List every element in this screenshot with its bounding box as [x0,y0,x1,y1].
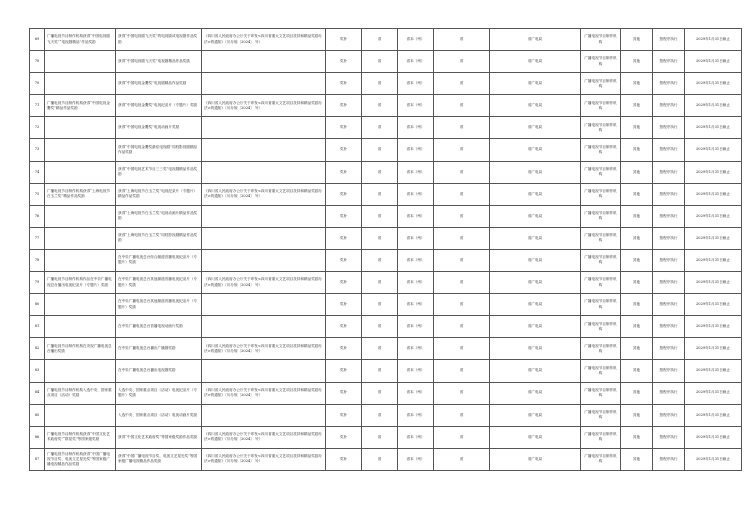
row-number-cell: 75 [30,183,45,205]
department-cell: 省广电局 [490,205,581,227]
region-cell: 省本（州） [398,272,434,294]
table-row [30,117,742,139]
target-object-cell: 广播电视节目制作机构 [581,448,621,470]
deadline-cell: 2029年1月31日截止 [685,139,742,161]
item-name-cell: 广播电视节目制作机构在央视广播电视总台播出奖励 [45,338,116,360]
condition-cell: 获得“中国电视金鹰奖”电视纪录片（专题片）奖励 [116,95,202,117]
policy-basis-cell: 《四川省人民政府办公厅关于印发<四川省重大文艺项目扶持和精品奖励办法>的通知》（川办规〔2024〕 号） [202,29,326,51]
category-cell: 奖补 [326,338,362,360]
other-cell: 其他 [621,161,653,183]
table-row [30,183,742,205]
category-cell: 奖补 [326,360,362,382]
scope-cell: 省 [434,161,490,183]
condition-cell: 获得“中国电视艺术节目三三奖”电视剧精品作品奖励 [116,161,202,183]
method-cell: 按程序执行 [653,117,685,139]
method-cell: 按程序执行 [653,205,685,227]
row-number-cell: 85 [30,404,45,426]
row-number-cell: 79 [30,272,45,294]
deadline-cell: 2029年1月31日截止 [685,294,742,316]
scope-cell: 省 [434,205,490,227]
policy-basis-cell: 《四川省人民政府办公厅关于印发<四川省重大文艺项目扶持和精品奖励办法>的通知》（川办规〔2024〕 号） [202,272,326,294]
deadline-cell: 2029年1月31日截止 [685,29,742,51]
department-cell: 省广电局 [490,227,581,249]
condition-cell: 在中央广播电视总台综合频道首播电视纪录片（专题片）奖励 [116,249,202,271]
level-cell: 省 [362,448,398,470]
row-number-cell: 84 [30,382,45,404]
row-number-cell: 78 [30,249,45,271]
deadline-cell: 2029年1月31日截止 [685,338,742,360]
level-cell: 省 [362,183,398,205]
target-object-cell: 广播电视节目制作机构 [581,426,621,448]
table-row [30,404,742,426]
other-cell: 其他 [621,338,653,360]
item-name-cell [45,404,116,426]
department-cell: 省广电局 [490,139,581,161]
policy-basis-cell [202,117,326,139]
target-object-cell: 广播电视节目制作机构 [581,227,621,249]
method-cell: 按程序执行 [653,382,685,404]
category-cell: 奖补 [326,29,362,51]
item-name-cell [45,161,116,183]
other-cell: 其他 [621,51,653,73]
target-object-cell: 广播电视节目制作机构 [581,95,621,117]
category-cell: 奖补 [326,161,362,183]
region-cell: 省本（州） [398,382,434,404]
department-cell: 省广电局 [490,426,581,448]
deadline-cell: 2029年1月31日截止 [685,205,742,227]
table-row [30,448,742,470]
deadline-cell: 2029年1月31日截止 [685,73,742,95]
level-cell: 省 [362,338,398,360]
level-cell: 省 [362,161,398,183]
other-cell: 其他 [621,316,653,338]
table-row [30,205,742,227]
region-cell: 省本（州） [398,338,434,360]
policy-basis-cell: 《四川省人民政府办公厅关于印发<四川省重大文艺项目扶持和精品奖励办法>的通知》（川办规〔2024〕 号） [202,95,326,117]
scope-cell: 省 [434,338,490,360]
department-cell: 省广电局 [490,161,581,183]
method-cell: 按程序执行 [653,338,685,360]
method-cell: 按程序执行 [653,161,685,183]
table-row [30,249,742,271]
deadline-cell: 2029年1月31日截止 [685,95,742,117]
category-cell: 奖补 [326,183,362,205]
department-cell: 省广电局 [490,294,581,316]
target-object-cell: 广播电视节目制作机构 [581,205,621,227]
region-cell: 省本（州） [398,426,434,448]
deadline-cell: 2029年1月31日截止 [685,272,742,294]
deadline-cell: 2029年1月31日截止 [685,51,742,73]
category-cell: 奖补 [326,426,362,448]
department-cell: 省广电局 [490,117,581,139]
policy-basis-cell [202,294,326,316]
scope-cell: 省 [434,448,490,470]
method-cell: 按程序执行 [653,73,685,95]
row-number-cell: 70 [30,73,45,95]
category-cell: 奖补 [326,448,362,470]
scope-cell: 省 [434,183,490,205]
level-cell: 省 [362,404,398,426]
category-cell: 奖补 [326,316,362,338]
item-name-cell: 广播电视节目制作机构获得“中国电视金鹰奖”精品作品奖励 [45,95,116,117]
item-name-cell [45,139,116,161]
item-name-cell [45,51,116,73]
table-row [30,73,742,95]
target-object-cell: 广播电视节目制作机构 [581,139,621,161]
other-cell: 其他 [621,272,653,294]
item-name-cell: 广播电视节目制作机构获得“中国电视剧飞天奖”“电视剧精品”作品奖励 [45,29,116,51]
row-number-cell: 83 [30,360,45,382]
table-row [30,95,742,117]
item-name-cell: 广播电视节目制作机构获得“中国文化艺术政府奖”“群星奖”等国家级奖励 [45,426,116,448]
policy-basis-cell [202,161,326,183]
deadline-cell: 2029年1月31日截止 [685,404,742,426]
target-object-cell: 广播电视节目制作机构 [581,51,621,73]
region-cell: 省本（州） [398,29,434,51]
method-cell: 按程序执行 [653,404,685,426]
region-cell: 省本（州） [398,249,434,271]
scope-cell: 省 [434,294,490,316]
level-cell: 省 [362,382,398,404]
condition-cell: 入选中央、国家重点项目（活动）电视动画片奖励 [116,404,202,426]
target-object-cell: 广播电视节目制作机构 [581,382,621,404]
department-cell: 省广电局 [490,382,581,404]
condition-cell: 获得“上海电视节白玉兰奖”电视动画片精品作品奖励 [116,205,202,227]
other-cell: 其他 [621,95,653,117]
condition-cell: 获得“中国电视剧飞天奖”电视剧精品作品奖励 [116,51,202,73]
target-object-cell: 广播电视节目制作机构 [581,316,621,338]
other-cell: 其他 [621,139,653,161]
row-number-cell: 86 [30,426,45,448]
region-cell: 省本（州） [398,360,434,382]
scope-cell: 省 [434,227,490,249]
other-cell: 其他 [621,404,653,426]
condition-cell: 获得“中国电视剧飞天奖”的电视剧或电视剧作品奖励 [116,29,202,51]
department-cell: 省广电局 [490,51,581,73]
deadline-cell: 2029年1月31日截止 [685,117,742,139]
row-number-cell: 72 [30,117,45,139]
level-cell: 省 [362,205,398,227]
category-cell: 奖补 [326,73,362,95]
deadline-cell: 2029年1月31日截止 [685,382,742,404]
deadline-cell: 2029年1月31日截止 [685,448,742,470]
department-cell: 省广电局 [490,404,581,426]
target-object-cell: 广播电视节目制作机构 [581,404,621,426]
region-cell: 省本（州） [398,316,434,338]
policy-table [29,28,742,471]
level-cell: 省 [362,272,398,294]
method-cell: 按程序执行 [653,183,685,205]
target-object-cell: 广播电视节目制作机构 [581,338,621,360]
scope-cell: 省 [434,29,490,51]
condition-cell: 在中央广播电视总台播出电视剧奖励 [116,360,202,382]
item-name-cell: 广播电视节目制作机构获得“上海电视节白玉兰奖”精品作品奖励 [45,183,116,205]
target-object-cell: 广播电视节目制作机构 [581,29,621,51]
level-cell: 省 [362,29,398,51]
item-name-cell [45,316,116,338]
category-cell: 奖补 [326,382,362,404]
condition-cell: 获得“中国电视金鹰奖最佳电视剧”同档影视剧精品作品奖励 [116,139,202,161]
row-number-cell: 73 [30,139,45,161]
scope-cell: 省 [434,249,490,271]
other-cell: 其他 [621,426,653,448]
table-body [30,29,742,471]
scope-cell: 省 [434,426,490,448]
deadline-cell: 2029年1月31日截止 [685,161,742,183]
method-cell: 按程序执行 [653,294,685,316]
department-cell: 省广电局 [490,316,581,338]
policy-basis-cell [202,316,326,338]
policy-basis-cell [202,205,326,227]
region-cell: 省本（州） [398,294,434,316]
scope-cell: 省 [434,404,490,426]
department-cell: 省广电局 [490,360,581,382]
department-cell: 省广电局 [490,73,581,95]
method-cell: 按程序执行 [653,51,685,73]
method-cell: 按程序执行 [653,272,685,294]
table-row [30,316,742,338]
policy-basis-cell: 《四川省人民政府办公厅关于印发<四川省重大文艺项目扶持和精品奖励办法>的通知》（川办规〔2024〕 号） [202,426,326,448]
scope-cell: 省 [434,51,490,73]
target-object-cell: 广播电视节目制作机构 [581,272,621,294]
region-cell: 省本（州） [398,51,434,73]
row-number-cell: 76 [30,205,45,227]
condition-cell: 获得“中国文化艺术政府奖”等国家级奖励作品奖励 [116,426,202,448]
item-name-cell [45,205,116,227]
policy-basis-cell [202,404,326,426]
category-cell: 奖补 [326,95,362,117]
level-cell: 省 [362,360,398,382]
condition-cell: 入选中央、国家重点项目（活动）电视纪录片（专题片）奖励 [116,382,202,404]
category-cell: 奖补 [326,249,362,271]
row-number-cell: 69 [30,29,45,51]
policy-basis-cell: 《四川省人民政府办公厅关于印发<四川省重大文艺项目扶持和精品奖励办法>的通知》（川办规〔2024〕 号） [202,382,326,404]
other-cell: 其他 [621,117,653,139]
row-number-cell: 71 [30,95,45,117]
condition-cell: 在中央广播电视总台其他频道首播电视纪录片（专题片）奖励 [116,294,202,316]
level-cell: 省 [362,117,398,139]
other-cell: 其他 [621,360,653,382]
target-object-cell: 广播电视节目制作机构 [581,161,621,183]
target-object-cell: 广播电视节目制作机构 [581,183,621,205]
condition-cell: 获得“中国电视金鹰奖”电视剧精品作品奖励 [116,73,202,95]
region-cell: 省本（州） [398,161,434,183]
level-cell: 省 [362,426,398,448]
method-cell: 按程序执行 [653,29,685,51]
table-row [30,294,742,316]
scope-cell: 省 [434,382,490,404]
region-cell: 省本（州） [398,139,434,161]
other-cell: 其他 [621,183,653,205]
deadline-cell: 2029年1月31日截止 [685,316,742,338]
table-row [30,29,742,51]
scope-cell: 省 [434,73,490,95]
item-name-cell [45,227,116,249]
method-cell: 按程序执行 [653,139,685,161]
region-cell: 省本（州） [398,227,434,249]
table-row [30,161,742,183]
table-row [30,227,742,249]
row-number-cell: 74 [30,161,45,183]
item-name-cell [45,294,116,316]
department-cell: 省广电局 [490,249,581,271]
level-cell: 省 [362,73,398,95]
policy-basis-cell: 《四川省人民政府办公厅关于印发<四川省重大文艺项目扶持和精品奖励办法>的通知》（川办规〔2024〕 号） [202,448,326,470]
deadline-cell: 2029年1月31日截止 [685,360,742,382]
scope-cell: 省 [434,117,490,139]
table-row [30,272,742,294]
condition-cell: 在中央广播电视总台其他频道首播电视纪录片（专题片）奖励 [116,272,202,294]
row-number-cell: 77 [30,227,45,249]
department-cell: 省广电局 [490,95,581,117]
deadline-cell: 2029年1月31日截止 [685,183,742,205]
item-name-cell [45,117,116,139]
scope-cell: 省 [434,360,490,382]
condition-cell: 在中央广播电视总台首播电视动画片奖励 [116,316,202,338]
level-cell: 省 [362,316,398,338]
target-object-cell: 广播电视节目制作机构 [581,294,621,316]
other-cell: 其他 [621,382,653,404]
department-cell: 省广电局 [490,448,581,470]
department-cell: 省广电局 [490,338,581,360]
region-cell: 省本（州） [398,117,434,139]
category-cell: 奖补 [326,205,362,227]
row-number-cell: 70 [30,51,45,73]
category-cell: 奖补 [326,117,362,139]
condition-cell: 获得“上海电视节白玉兰奖”电视纪录片（专题片）精品作品奖励 [116,183,202,205]
region-cell: 省本（州） [398,205,434,227]
policy-basis-cell [202,73,326,95]
condition-cell: 在中央广播电视总台播出广播剧奖励 [116,338,202,360]
target-object-cell: 广播电视节目制作机构 [581,360,621,382]
level-cell: 省 [362,95,398,117]
condition-cell: 获得“上海电视节白玉兰奖”同档影视剧精品作品奖励 [116,227,202,249]
level-cell: 省 [362,249,398,271]
category-cell: 奖补 [326,404,362,426]
row-number-cell: 81 [30,316,45,338]
method-cell: 按程序执行 [653,448,685,470]
condition-cell: 获得“中国广播电视节目奖、电视文艺星光奖”等国家级广播电视精品作品奖励 [116,448,202,470]
other-cell: 其他 [621,448,653,470]
region-cell: 省本（州） [398,73,434,95]
department-cell: 省广电局 [490,183,581,205]
policy-basis-cell: 《四川省人民政府办公厅关于印发<四川省重大文艺项目扶持和精品奖励办法>的通知》（川办规〔2024〕 号） [202,338,326,360]
item-name-cell: 广播电视节目制作机构作品在中央广播电视总台播出电视纪录片（专题片）奖励 [45,272,116,294]
level-cell: 省 [362,294,398,316]
table-row [30,382,742,404]
category-cell: 奖补 [326,139,362,161]
department-cell: 省广电局 [490,272,581,294]
target-object-cell: 广播电视节目制作机构 [581,117,621,139]
other-cell: 其他 [621,73,653,95]
other-cell: 其他 [621,227,653,249]
table-row [30,338,742,360]
target-object-cell: 广播电视节目制作机构 [581,249,621,271]
level-cell: 省 [362,227,398,249]
category-cell: 奖补 [326,272,362,294]
item-name-cell: 广播电视节目制作机构获得“中国广播电视节目奖、电视文艺星光奖”等国家级广播电视精品作品奖励 [45,448,116,470]
other-cell: 其他 [621,29,653,51]
row-number-cell: 87 [30,448,45,470]
region-cell: 省本（州） [398,95,434,117]
policy-basis-cell: 《四川省人民政府办公厅关于印发<四川省重大文艺项目扶持和精品奖励办法>的通知》（川办规〔2024〕 号） [202,183,326,205]
method-cell: 按程序执行 [653,360,685,382]
method-cell: 按程序执行 [653,426,685,448]
table-row [30,51,742,73]
region-cell: 省本（州） [398,448,434,470]
category-cell: 奖补 [326,227,362,249]
category-cell: 奖补 [326,51,362,73]
scope-cell: 省 [434,139,490,161]
scope-cell: 省 [434,316,490,338]
other-cell: 其他 [621,205,653,227]
policy-basis-cell [202,51,326,73]
item-name-cell [45,73,116,95]
row-number-cell: 80 [30,294,45,316]
table-row [30,139,742,161]
item-name-cell [45,249,116,271]
table-row [30,426,742,448]
item-name-cell [45,360,116,382]
policy-basis-cell [202,360,326,382]
method-cell: 按程序执行 [653,227,685,249]
target-object-cell: 广播电视节目制作机构 [581,73,621,95]
department-cell: 省广电局 [490,29,581,51]
row-number-cell: 82 [30,338,45,360]
method-cell: 按程序执行 [653,95,685,117]
scope-cell: 省 [434,95,490,117]
scope-cell: 省 [434,272,490,294]
table-row [30,360,742,382]
other-cell: 其他 [621,294,653,316]
level-cell: 省 [362,51,398,73]
policy-basis-cell [202,139,326,161]
policy-basis-cell [202,227,326,249]
region-cell: 省本（州） [398,404,434,426]
region-cell: 省本（州） [398,183,434,205]
method-cell: 按程序执行 [653,316,685,338]
deadline-cell: 2029年1月31日截止 [685,227,742,249]
condition-cell: 获得“中国电视金鹰奖”电视动画片奖励 [116,117,202,139]
method-cell: 按程序执行 [653,249,685,271]
other-cell: 其他 [621,249,653,271]
deadline-cell: 2029年1月31日截止 [685,426,742,448]
level-cell: 省 [362,139,398,161]
category-cell: 奖补 [326,294,362,316]
deadline-cell: 2029年1月31日截止 [685,249,742,271]
policy-basis-cell [202,249,326,271]
item-name-cell: 广播电视节目制作机构入选中央、国家重点项目（活动）奖励 [45,382,116,404]
